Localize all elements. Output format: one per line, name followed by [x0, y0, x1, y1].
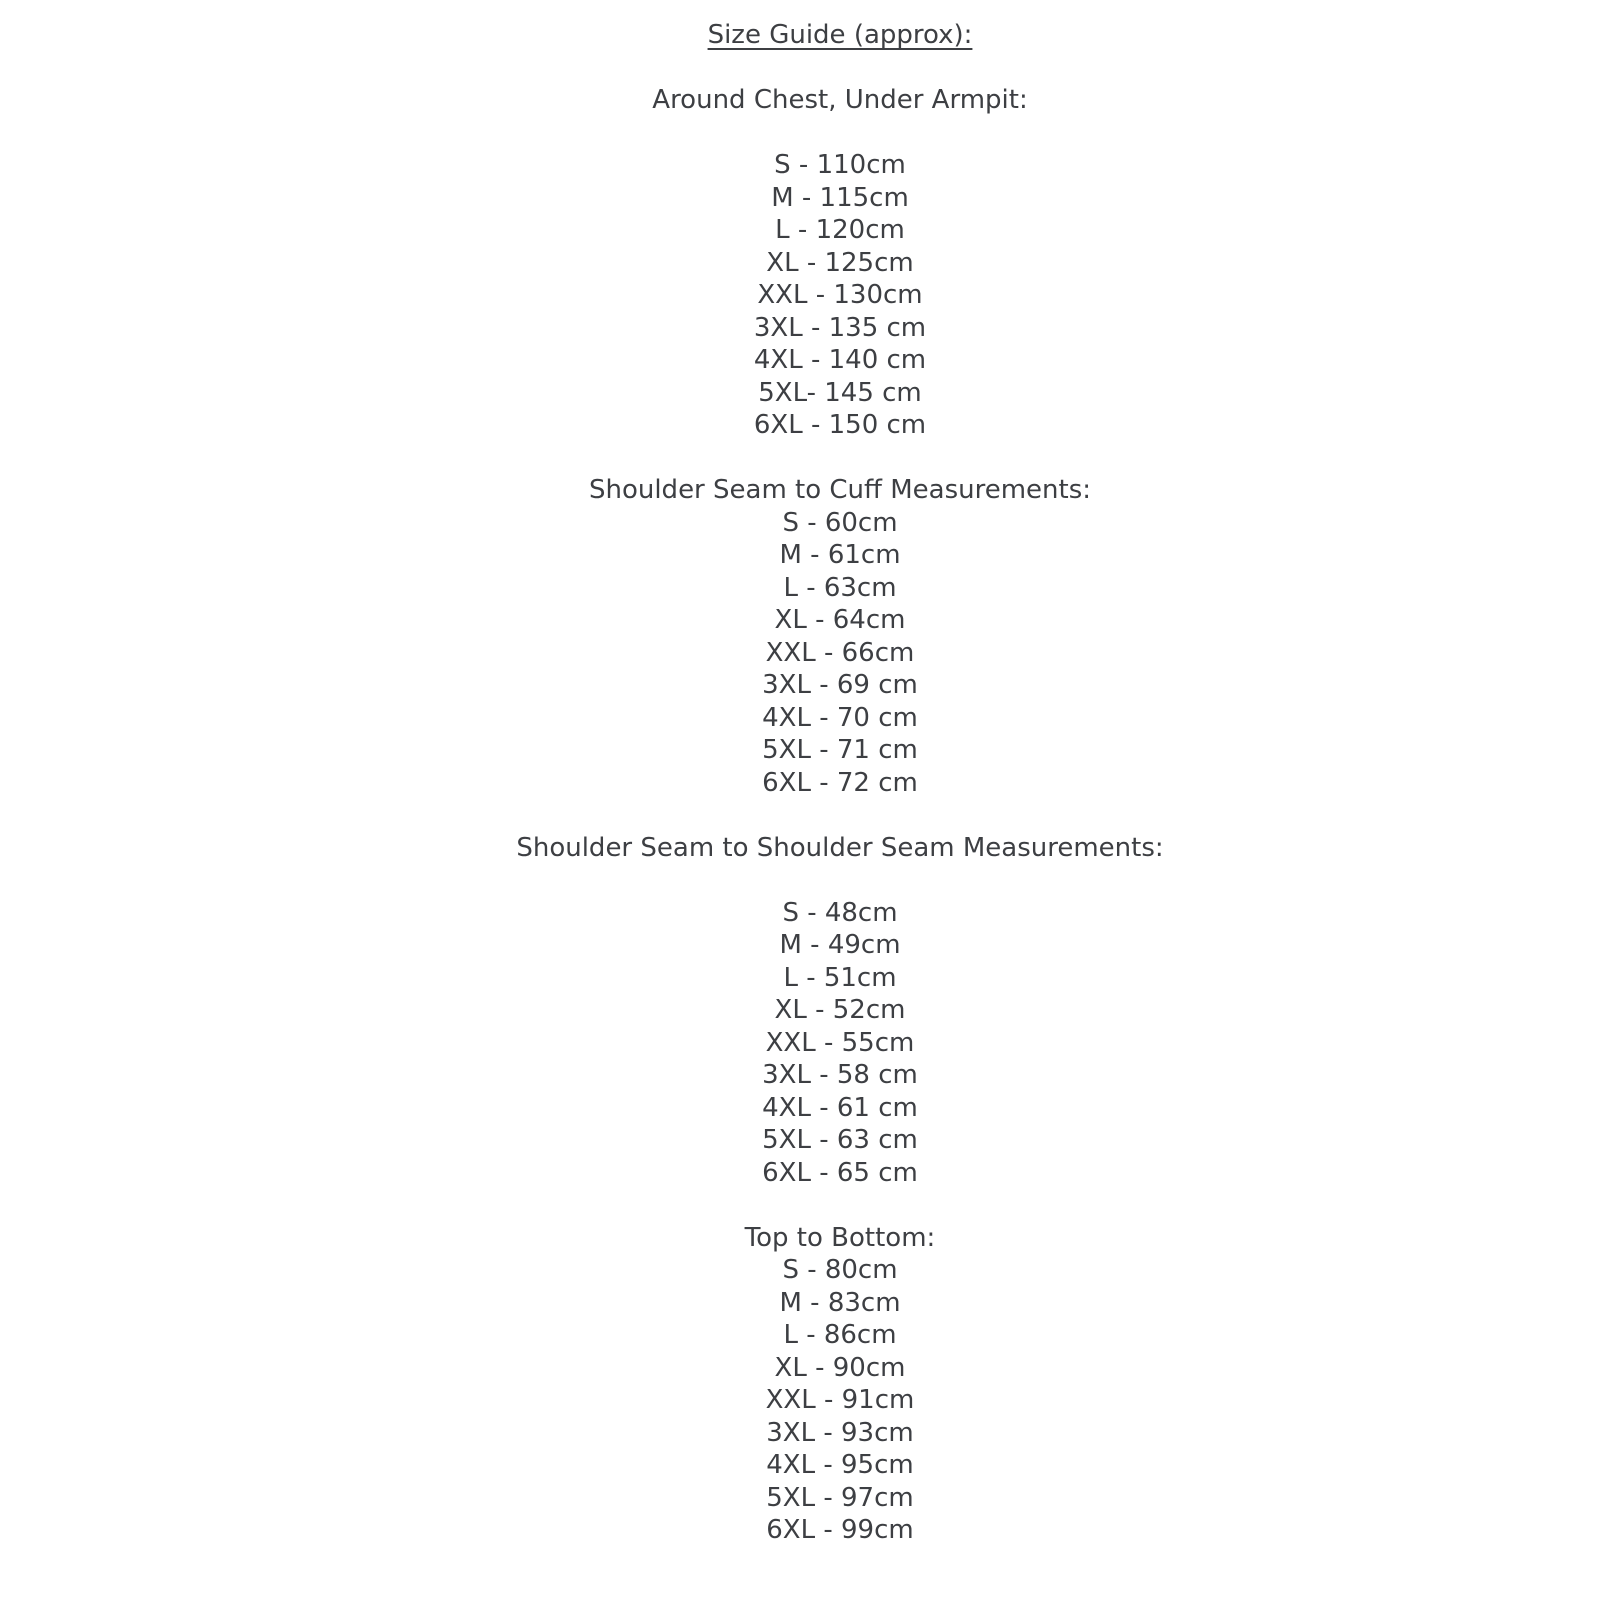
size-item: L - 51cm: [783, 962, 897, 993]
size-item: L - 86cm: [783, 1320, 897, 1350]
size-item: 5XL - 97cm: [766, 1482, 914, 1513]
blank-line: [80, 799, 1600, 832]
size-item: 5XL- 145 cm: [758, 377, 922, 408]
size-item: 3XL - 58 cm: [762, 1060, 918, 1090]
size-item: 4XL - 140 cm: [753, 345, 927, 375]
page-title: Size Guide (approx):: [707, 20, 973, 50]
size-item: XXL - 55cm: [765, 1027, 915, 1058]
size-item: 5XL - 63 cm: [762, 1125, 918, 1155]
size-item: S - 48cm: [782, 897, 898, 928]
size-item: 6XL - 99cm: [766, 1515, 914, 1545]
blank-line: [80, 864, 1600, 897]
size-item: 3XL - 135 cm: [753, 312, 927, 343]
size-item: S - 60cm: [782, 507, 898, 538]
section-heading-length: Top to Bottom:: [744, 1222, 936, 1253]
section-heading-shoulder: Shoulder Seam to Shoulder Seam Measurements:: [516, 832, 1164, 863]
size-item: XL - 52cm: [774, 995, 906, 1025]
size-item: XL - 64cm: [774, 605, 906, 635]
blank-line: [80, 1189, 1600, 1222]
size-item: 6XL - 72 cm: [762, 767, 918, 798]
size-item: M - 61cm: [779, 540, 901, 570]
blank-line: [80, 117, 1600, 150]
blank-line: [80, 442, 1600, 475]
size-guide-document: [80, 0, 1600, 1547]
size-item: 3XL - 93cm: [766, 1417, 914, 1448]
size-item: L - 120cm: [775, 215, 905, 245]
size-item: 5XL - 71 cm: [762, 735, 918, 765]
size-item: 4XL - 61 cm: [762, 1092, 918, 1123]
size-item: 4XL - 70 cm: [762, 702, 918, 733]
size-item: S - 110cm: [774, 150, 906, 180]
size-item: M - 49cm: [779, 930, 901, 960]
size-item: M - 115cm: [771, 182, 909, 213]
size-item: XL - 90cm: [774, 1352, 906, 1383]
size-item: 6XL - 150 cm: [753, 410, 927, 440]
size-item: 3XL - 69 cm: [762, 670, 918, 700]
section-heading-cuff: Shoulder Seam to Cuff Measurements:: [588, 475, 1092, 505]
size-item: XXL - 130cm: [757, 280, 923, 310]
size-item: XXL - 66cm: [765, 637, 915, 668]
size-item: M - 83cm: [779, 1287, 901, 1318]
size-item: XL - 125cm: [766, 247, 914, 278]
size-item: XXL - 91cm: [765, 1385, 915, 1415]
section-heading-chest: Around Chest, Under Armpit:: [652, 85, 1028, 115]
size-item: L - 63cm: [783, 572, 897, 603]
blank-line: [80, 52, 1600, 85]
size-item: 4XL - 95cm: [766, 1450, 914, 1480]
size-item: 6XL - 65 cm: [762, 1157, 918, 1188]
size-item: S - 80cm: [782, 1255, 898, 1285]
